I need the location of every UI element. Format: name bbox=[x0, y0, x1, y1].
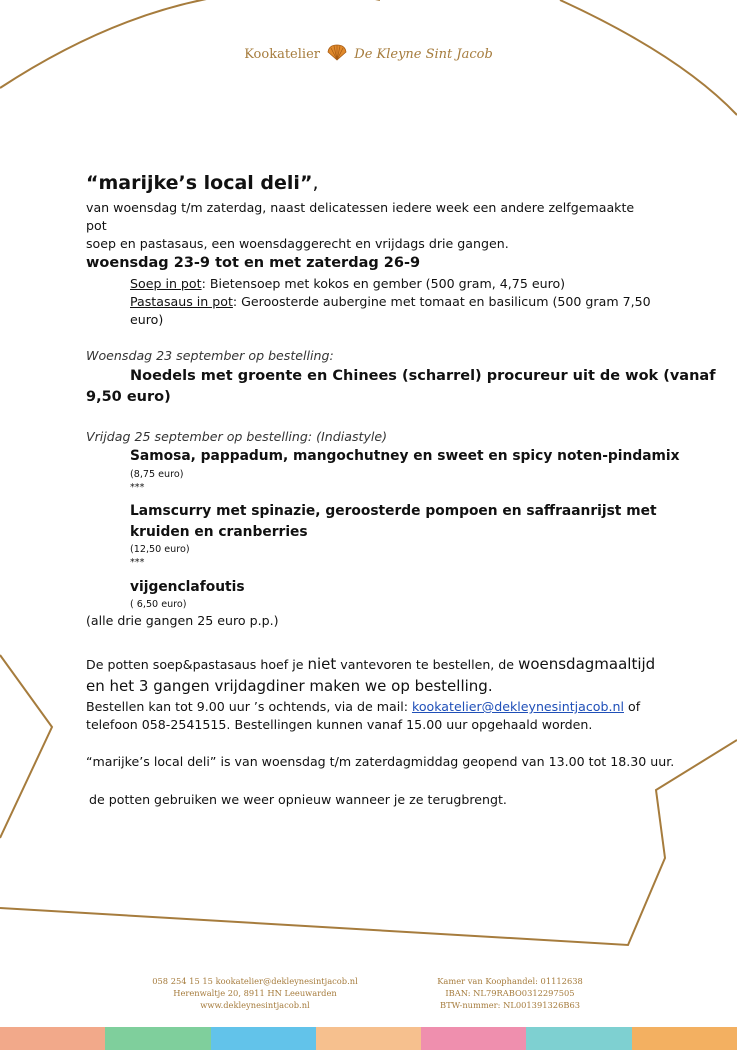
wednesday-dish: Noedels met groente en Chinees (scharrel) procureur uit de wok (vanaf bbox=[130, 368, 716, 384]
separator: *** bbox=[130, 482, 145, 493]
info-paragraph-3: “marijke’s local deli” is van woensdag t/m zaterdagmiddag geopend van 13.00 tot 18.30 uur. bbox=[86, 754, 675, 769]
soup-text: : Bietensoep met kokos en gember (500 gram, 4,75 euro) bbox=[201, 276, 566, 291]
info-text: of bbox=[623, 699, 641, 714]
info-text: Bestellen kan tot 9.00 uur ’s ochtends, via de mail: bbox=[86, 699, 412, 714]
separator: *** bbox=[130, 557, 145, 568]
info-text: en het 3 gangen vrijdagdiner maken we op bestelling. bbox=[86, 677, 493, 695]
footer-line: www.dekleynesintjacob.nl bbox=[200, 1000, 310, 1010]
info-paragraph-1 bbox=[86, 653, 686, 696]
footer-line: Herenwaltje 20, 8911 HN Leeuwarden bbox=[173, 988, 337, 998]
page-title bbox=[86, 172, 318, 194]
color-bar bbox=[316, 1027, 421, 1050]
brand-logo bbox=[0, 44, 737, 65]
color-bar bbox=[0, 1027, 105, 1050]
brand-left: Kookatelier bbox=[244, 47, 320, 62]
footer-line: Kamer van Koophandel: 01112638 bbox=[437, 976, 583, 986]
soup-label: Soep in pot bbox=[130, 276, 202, 291]
info-paragraph-2 bbox=[86, 698, 686, 734]
week-heading: woensdag 23-9 tot en met zaterdag 26-9 bbox=[86, 255, 421, 271]
pasta-label: Pastasaus in pot bbox=[130, 294, 233, 309]
info-emphasis: niet bbox=[307, 655, 337, 673]
footer-contact bbox=[120, 975, 390, 1011]
color-bar bbox=[632, 1027, 737, 1050]
pasta-line-cont: euro) bbox=[130, 312, 164, 327]
title-text: “marijke’s local deli” bbox=[86, 172, 313, 194]
intro-text bbox=[86, 199, 646, 253]
friday-label: Vrijdag 25 september op bestelling: (Indiastyle) bbox=[86, 429, 388, 444]
info-text: De potten soep&pastasaus hoef je bbox=[86, 657, 308, 672]
intro-line: van woensdag t/m zaterdag, naast delicatessen iedere week een andere zelfgemaakte pot bbox=[86, 200, 635, 233]
color-bars bbox=[0, 1027, 737, 1050]
footer-line: IBAN: NL79RABO0312297505 bbox=[445, 988, 575, 998]
color-bar bbox=[421, 1027, 526, 1050]
friday-course-2: Lamscurry met spinazie, geroosterde pompoen en saffraanrijst met bbox=[130, 503, 657, 519]
friday-total: (alle drie gangen 25 euro p.p.) bbox=[86, 613, 279, 628]
friday-price-1: (8,75 euro) bbox=[130, 469, 184, 480]
friday-price-2: (12,50 euro) bbox=[130, 544, 190, 555]
info-paragraph-4: de potten gebruiken we weer opnieuw wanneer je ze terugbrengt. bbox=[89, 792, 507, 807]
footer-line: BTW-nummer: NL001391326B63 bbox=[439, 1000, 581, 1010]
friday-course-2-cont: kruiden en cranberries bbox=[130, 524, 308, 540]
footer-line: 058 254 15 15 kookatelier@dekleynesintjacob.nl bbox=[152, 976, 358, 986]
friday-course-3: vijgenclafoutis bbox=[130, 579, 245, 595]
soup-line bbox=[130, 275, 565, 293]
title-comma: , bbox=[312, 172, 319, 194]
pasta-text: : Geroosterde aubergine met tomaat en basilicum (500 gram 7,50 bbox=[232, 294, 651, 309]
friday-price-3: ( 6,50 euro) bbox=[130, 599, 187, 610]
info-emphasis: woensdagmaaltijd bbox=[518, 655, 656, 673]
intro-line: soep en pastasaus, een woensdaggerecht en vrijdags drie gangen. bbox=[86, 236, 509, 251]
color-bar bbox=[211, 1027, 316, 1050]
email-link[interactable]: kookatelier@dekleynesintjacob.nl bbox=[411, 699, 624, 714]
friday-course-1: Samosa, pappadum, mangochutney en sweet en spicy noten-pindamix bbox=[130, 448, 680, 464]
shell-icon bbox=[327, 44, 347, 65]
wednesday-label: Woensdag 23 september op bestelling: bbox=[86, 348, 334, 363]
color-bar bbox=[526, 1027, 631, 1050]
info-text: telefoon 058-2541515. Bestellingen kunnen vanaf 15.00 uur opgehaald worden. bbox=[86, 717, 593, 732]
info-text: vantevoren te bestellen, de bbox=[336, 657, 519, 672]
footer-company bbox=[400, 975, 620, 1011]
color-bar bbox=[105, 1027, 210, 1050]
pasta-line bbox=[130, 293, 651, 311]
wednesday-dish-cont: 9,50 euro) bbox=[86, 389, 171, 405]
brand-right: De Kleyne Sint Jacob bbox=[354, 47, 493, 62]
